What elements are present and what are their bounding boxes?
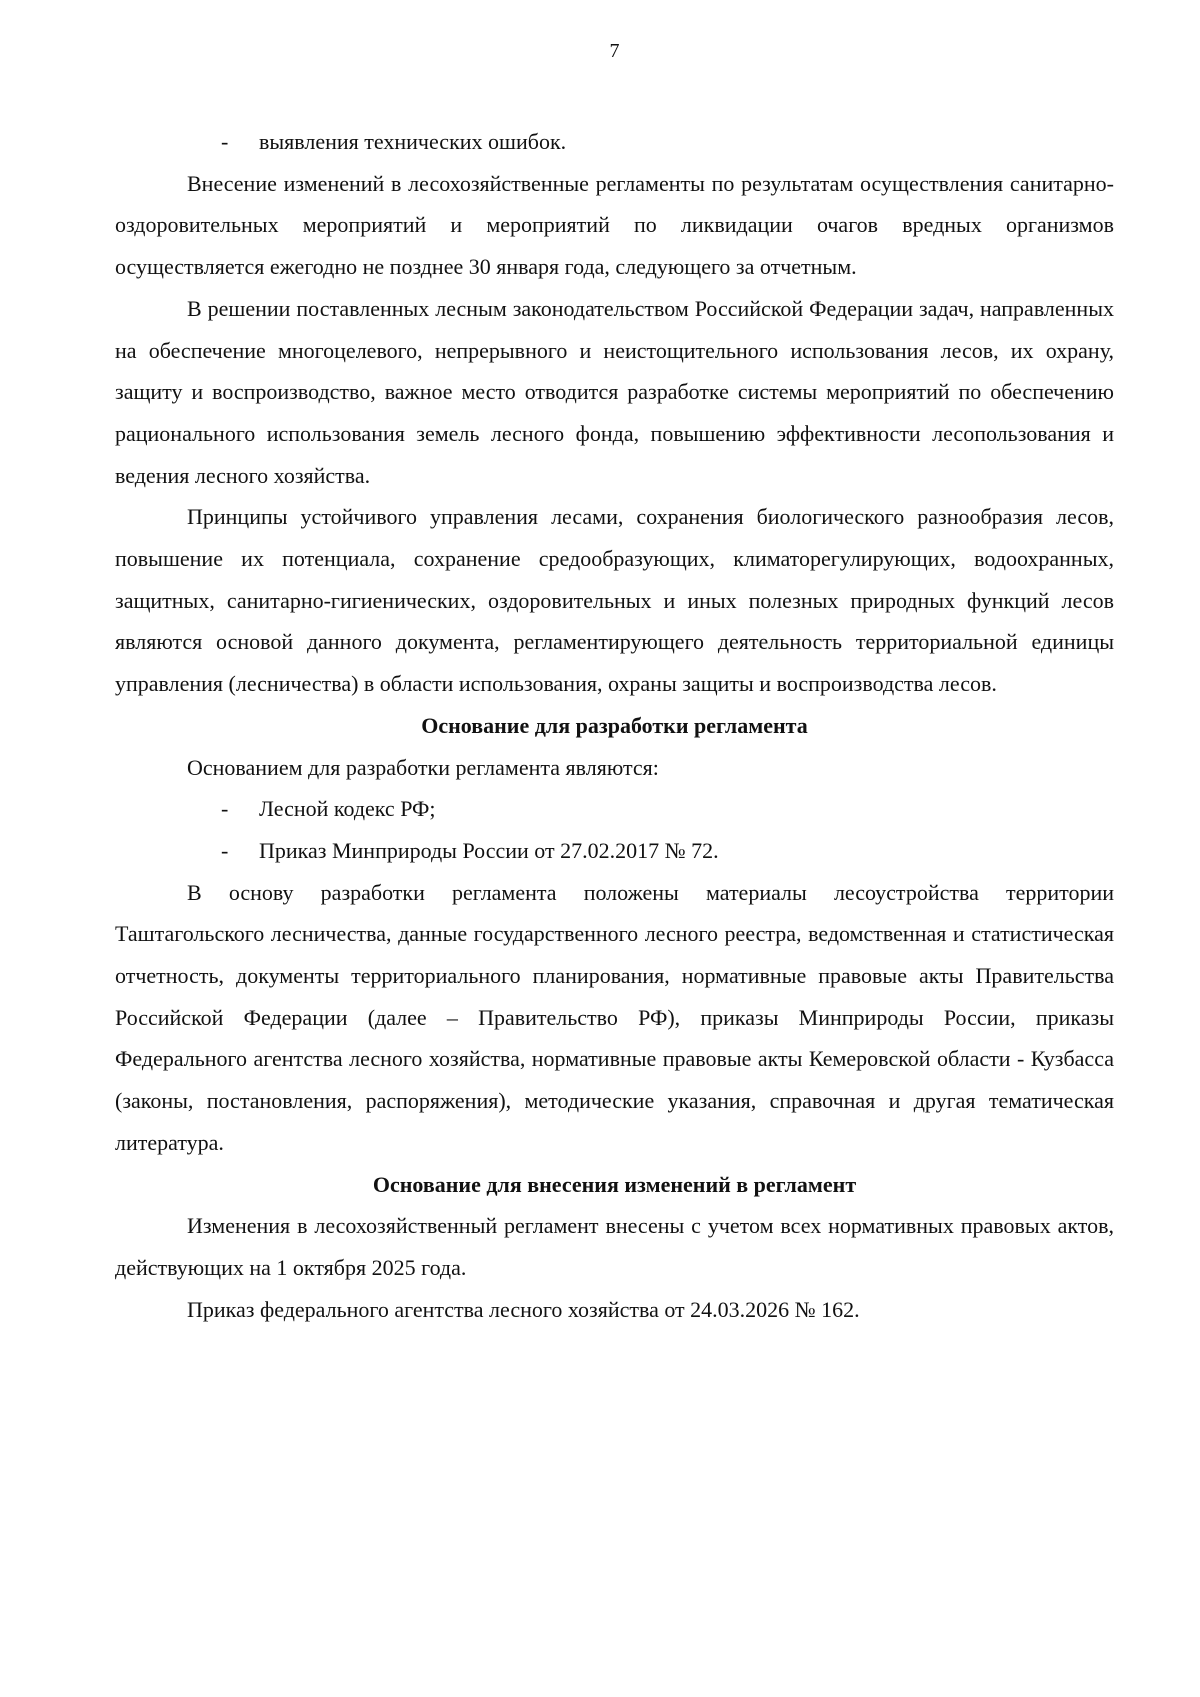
dash-bullet-icon: -: [221, 796, 229, 822]
paragraph-changes: Изменения в лесохозяйственный регламент внесены с учетом всех нормативных правовых актов, действующих на 1 октября 2025 года.: [115, 1213, 1114, 1280]
list-item: [115, 121, 1114, 163]
section-heading-basis: Основание для разработки регламента: [421, 712, 808, 738]
section-heading-changes: Основание для внесения изменений в регламент: [372, 1171, 857, 1197]
paragraph-basis-intro: Основанием для разработки регламента являются:: [187, 754, 659, 780]
list-item-text: выявления технических ошибок.: [259, 129, 567, 154]
dash-bullet-icon: -: [221, 837, 229, 863]
paragraph-basis-materials: В основу разработки регламента положены материалы лесоустройства территории Таштагольского лесничества, данные государственного лесного реестра, ведомственная и статистическая отчетность, документы территориального планирования, нормативные правовые акты Правительства Российской Федерации (далее – Правительство РФ), приказы Минприроды России, приказы Федерального агентства лесного хозяйства, нормативные правовые акты Кемеровской области - Кузбасса (законы, постановления, распоряжения), методические указания, справочная и другая тематическая литература.: [115, 879, 1114, 1155]
list-item-text: Приказ Минприроды России от 27.02.2017 № 72.: [259, 837, 719, 863]
document-body: [115, 121, 1114, 1330]
paragraph-tasks: В решении поставленных лесным законодательством Российской Федерации задач, направленных на обеспечение многоцелевого, непрерывного и неистощительного использования лесов, их охрану, защиту и воспроизводство, важное место отводится разработке системы мероприятий по обеспечению рационального использования земель лесного фонда, повышению эффективности лесопользования и ведения лесного хозяйства.: [115, 295, 1114, 488]
dash-bullet-icon: -: [221, 129, 229, 154]
list-item: [115, 830, 1114, 872]
list-item-text: Лесной кодекс РФ;: [259, 796, 436, 822]
paragraph-order: Приказ федерального агентства лесного хозяйства от 24.03.2026 № 162.: [187, 1296, 860, 1322]
page-number: 7: [609, 40, 620, 62]
paragraph-principles: Принципы устойчивого управления лесами, сохранения биологического разнообразия лесов, повышение их потенциала, сохранение средообразующих, климаторегулирующих, водоохранных, защитных, санитарно-гигиенических, оздоровительных и иных полезных природных функций лесов являются основой данного документа, регламентирующего деятельность территориальной единицы управления (лесничества) в области использования, охраны защиты и воспроизводства лесов.: [115, 504, 1114, 697]
list-item: [115, 788, 1114, 830]
paragraph-amendments: Внесение изменений в лесохозяйственные регламенты по результатам осуществления санитарно-оздоровительных мероприятий и мероприятий по ликвидации очагов вредных организмов осуществляется ежегодно не позднее 30 января года, следующего за отчетным.: [115, 170, 1114, 280]
